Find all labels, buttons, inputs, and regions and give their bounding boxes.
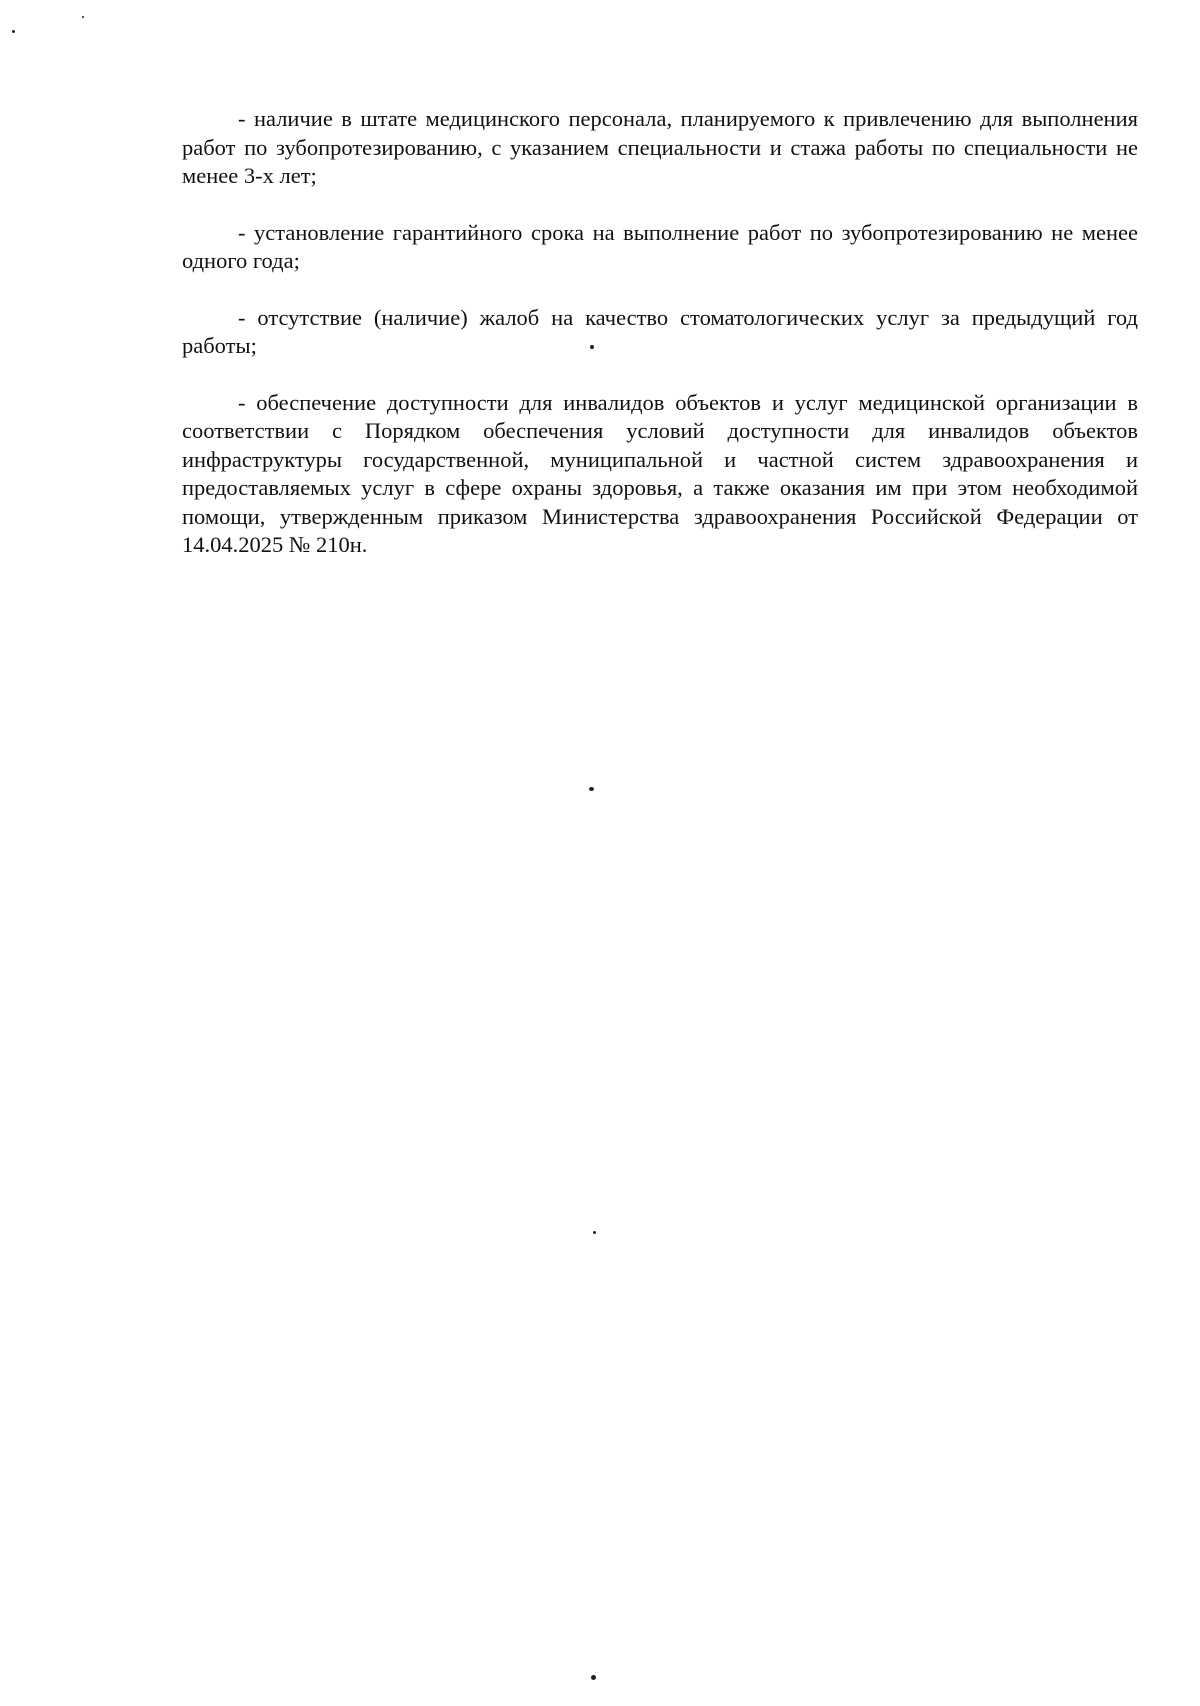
paragraph-warranty-period: - установление гарантийного срока на выполнение работ по зубопротезированию не менее одного года; [182,219,1138,273]
scan-speck [591,1675,596,1680]
scan-speck [590,345,594,349]
document-body [182,105,1138,588]
paragraph-staff-requirement: - наличие в штате медицинского персонала, планируемого к привлечению для выполнения работ по зубопротезированию, с указанием специальности и стажа работы по специальности не менее 3-х лет; [182,106,1138,188]
scan-speck [12,30,15,33]
paragraph-accessibility: - обеспечение доступности для инвалидов объектов и услуг медицинской организации в соответствии с Порядком обеспечения условий доступности для инвалидов объектов инфраструктуры государственной, муниципальной и частной систем здравоохранения и предоставляемых услуг в сфере охраны здоровья, а также оказания им при этом необходимой помощи, утвержденным приказом Министерства здравоохранения Российской Федерации от 14.04.2025 № 210н. [182,389,1138,557]
scan-speck [593,1231,596,1234]
paragraph-complaints: - отсутствие (наличие) жалоб на качество стоматологических услуг за предыдущий год работы; [182,304,1138,358]
scan-speck [82,16,84,18]
scan-speck [589,787,594,791]
